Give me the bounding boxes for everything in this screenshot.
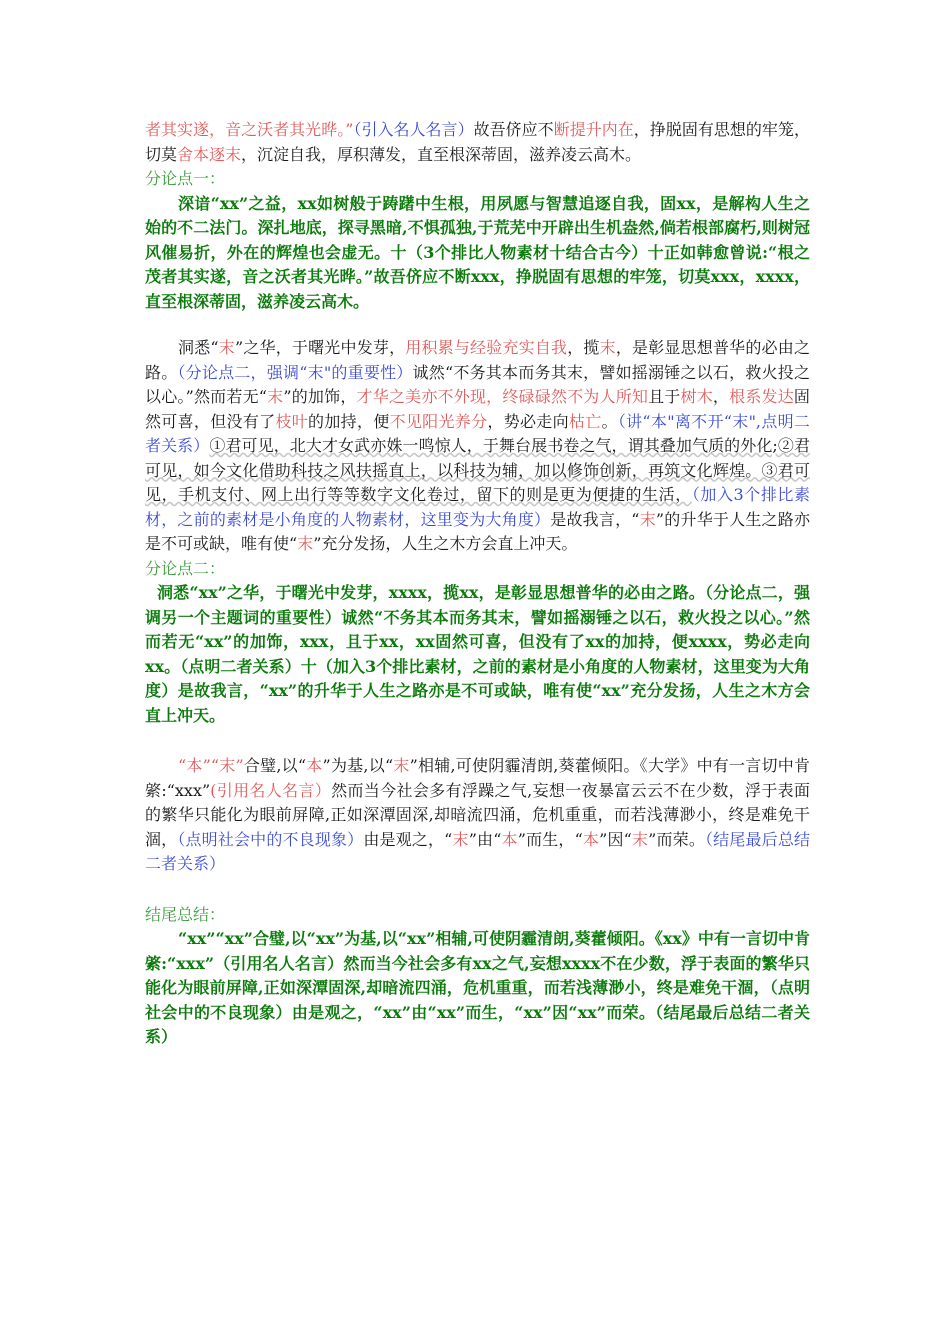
quote-fragment: 者其实遂，音之沃者其光晔。” (145, 120, 354, 139)
body-paragraph-2: 洞悉“末”之华，于曙光中发芽，用积累与经验充实自我，揽末，是彰显思想普华的必由之路。（分论点二，强调“末"的重要性）诚然“不务其本而务其末，譬如摇溺锤之以石，救火投之以心。”然而若无“末”的加饰，才华之美亦不外现，终碌碌然不为人所知且于树木，根系发达固然可喜，但没有了枝叶的加持，便不见阳光养分，势必走向枯亡。（讲“本"离不开“末",点明二者关系）①君可见，北大才女武亦姝一鸣惊人，于舞台展书卷之气，谓其叠加气质的外化;②君可见，如今文化借助科技之风扶摇直上，以科技为辅，加以修饰创新，再筑文化辉煌。③君可见，手机支付、网上出行等等数字文化卷过，留下的则是更为便捷的生活，（加入3个排比素材，之前的素材是小角度的人物素材，这里变为大角度）是故我言，“末”的升华于人生之路亦是不可或缺，唯有使“末”充分发扬，人生之木方会直上冲天。 (145, 338, 810, 553)
template-paragraph-3: “xx”“xx”合璧,以“xx”为基,以“xx”相辅,可使阴霾清朗,葵藿倾阳。《xx》中有一言切中肯綮:“xxx”（引用名人名言）然而当今社会多有xx之气,妄想xxxx不在少数，浮于表面的繁华只能化为眼前屏障,正如深潭固深,却暗流四涌，危机重重，而若浅薄渺小，终是难免干涸，（点明社会中的不良现象）由是观之，“xx”由“xx”而生，“xx”因“xx”而荣。（结尾最后总结二者关系） (145, 929, 810, 1046)
template-paragraph-2: 洞悉“xx”之华，于曙光中发芽，xxxx，揽xx，是彰显思想普华的必由之路。（分论点二，强调另一个主题词的重要性）诚然“不务其本而务其末，譬如摇溺锤之以石，救火投之以心。”然而若无“xx”的加饰，xxx，且于xx，xx固然可喜，但没有了xx的加持，便xxxx，势必走向xx。（点明二者关系）十（加入3个排比素材，之前的素材是小角度的人物素材，这里变为大角度）是故我言，“xx”的升华于人生之路亦是不可或缺，唯有使“xx”充分发扬，人生之木方会直上冲天。 (145, 583, 810, 725)
annotation: （点明社会中的不良现象） (177, 829, 364, 849)
annotation: （讲“本"离不开“末",点明二者关系） (145, 411, 810, 455)
section-heading-2: 分论点二： (145, 558, 226, 578)
template-paragraph-1: 深谙“xx”之益，xx如树般于踌躇中生根，用夙愿与智慧追逐自我，固xx，是解构人生之始的不二法门。深扎地底，探寻黑暗,不惧孤独,于荒芜中开辟出生机盎然,倘若根部腐朽,则树冠风催易折，外在的辉煌也会虚无。十（3个排比人物素材十结合古今）十正如韩愈曾说:“根之茂者其实遂，音之沃者其光晔。”故吾侪应不断xxx，挣脱固有思想的牢笼，切莫xxx，xxxx，直至根深蒂固，滋养凌云高木。 (145, 193, 810, 311)
document-page (145, 118, 810, 1050)
annotation: （结尾最后总结二者关系） (145, 829, 810, 873)
annotation: （分论点二，强调“末"的重要性） (177, 362, 413, 382)
section-heading-1: 分论点一： (145, 169, 226, 188)
section-heading-3: 结尾总结： (145, 904, 226, 924)
body-paragraph-3: “本”“末”合璧,以“本”为基,以“末”相辅,可使阴霾清朗,葵藿倾阳。《大学》中有一言切中肯綮:“xxx”(引用名人名言）然而当今社会多有浮躁之气,妄想一夜暴富云云不在少数，浮于表面的繁华只能化为眼前屏障,正如深潭固深,却暗流四涌，危机重重，而若浅薄渺小，终是难免干涸，（点明社会中的不良现象）由是观之，“末”由“本”而生，“本”因“末”而荣。（结尾最后总结二者关系） (145, 756, 811, 873)
intro-paragraph: 者其实遂，音之沃者其光晔。”（引入名人名言）故吾侪应不断提升内在，挣脱固有思想的牢笼，切莫舍本逐末，沉淀自我，厚积薄发，直至根深蒂固，滋养凌云高木。 (145, 120, 810, 164)
annotation: （引入名人名言） (353, 120, 474, 139)
annotation: （加入3个排比素材，之前的素材是小角度的人物素材，这里变为大角度） (145, 485, 810, 529)
